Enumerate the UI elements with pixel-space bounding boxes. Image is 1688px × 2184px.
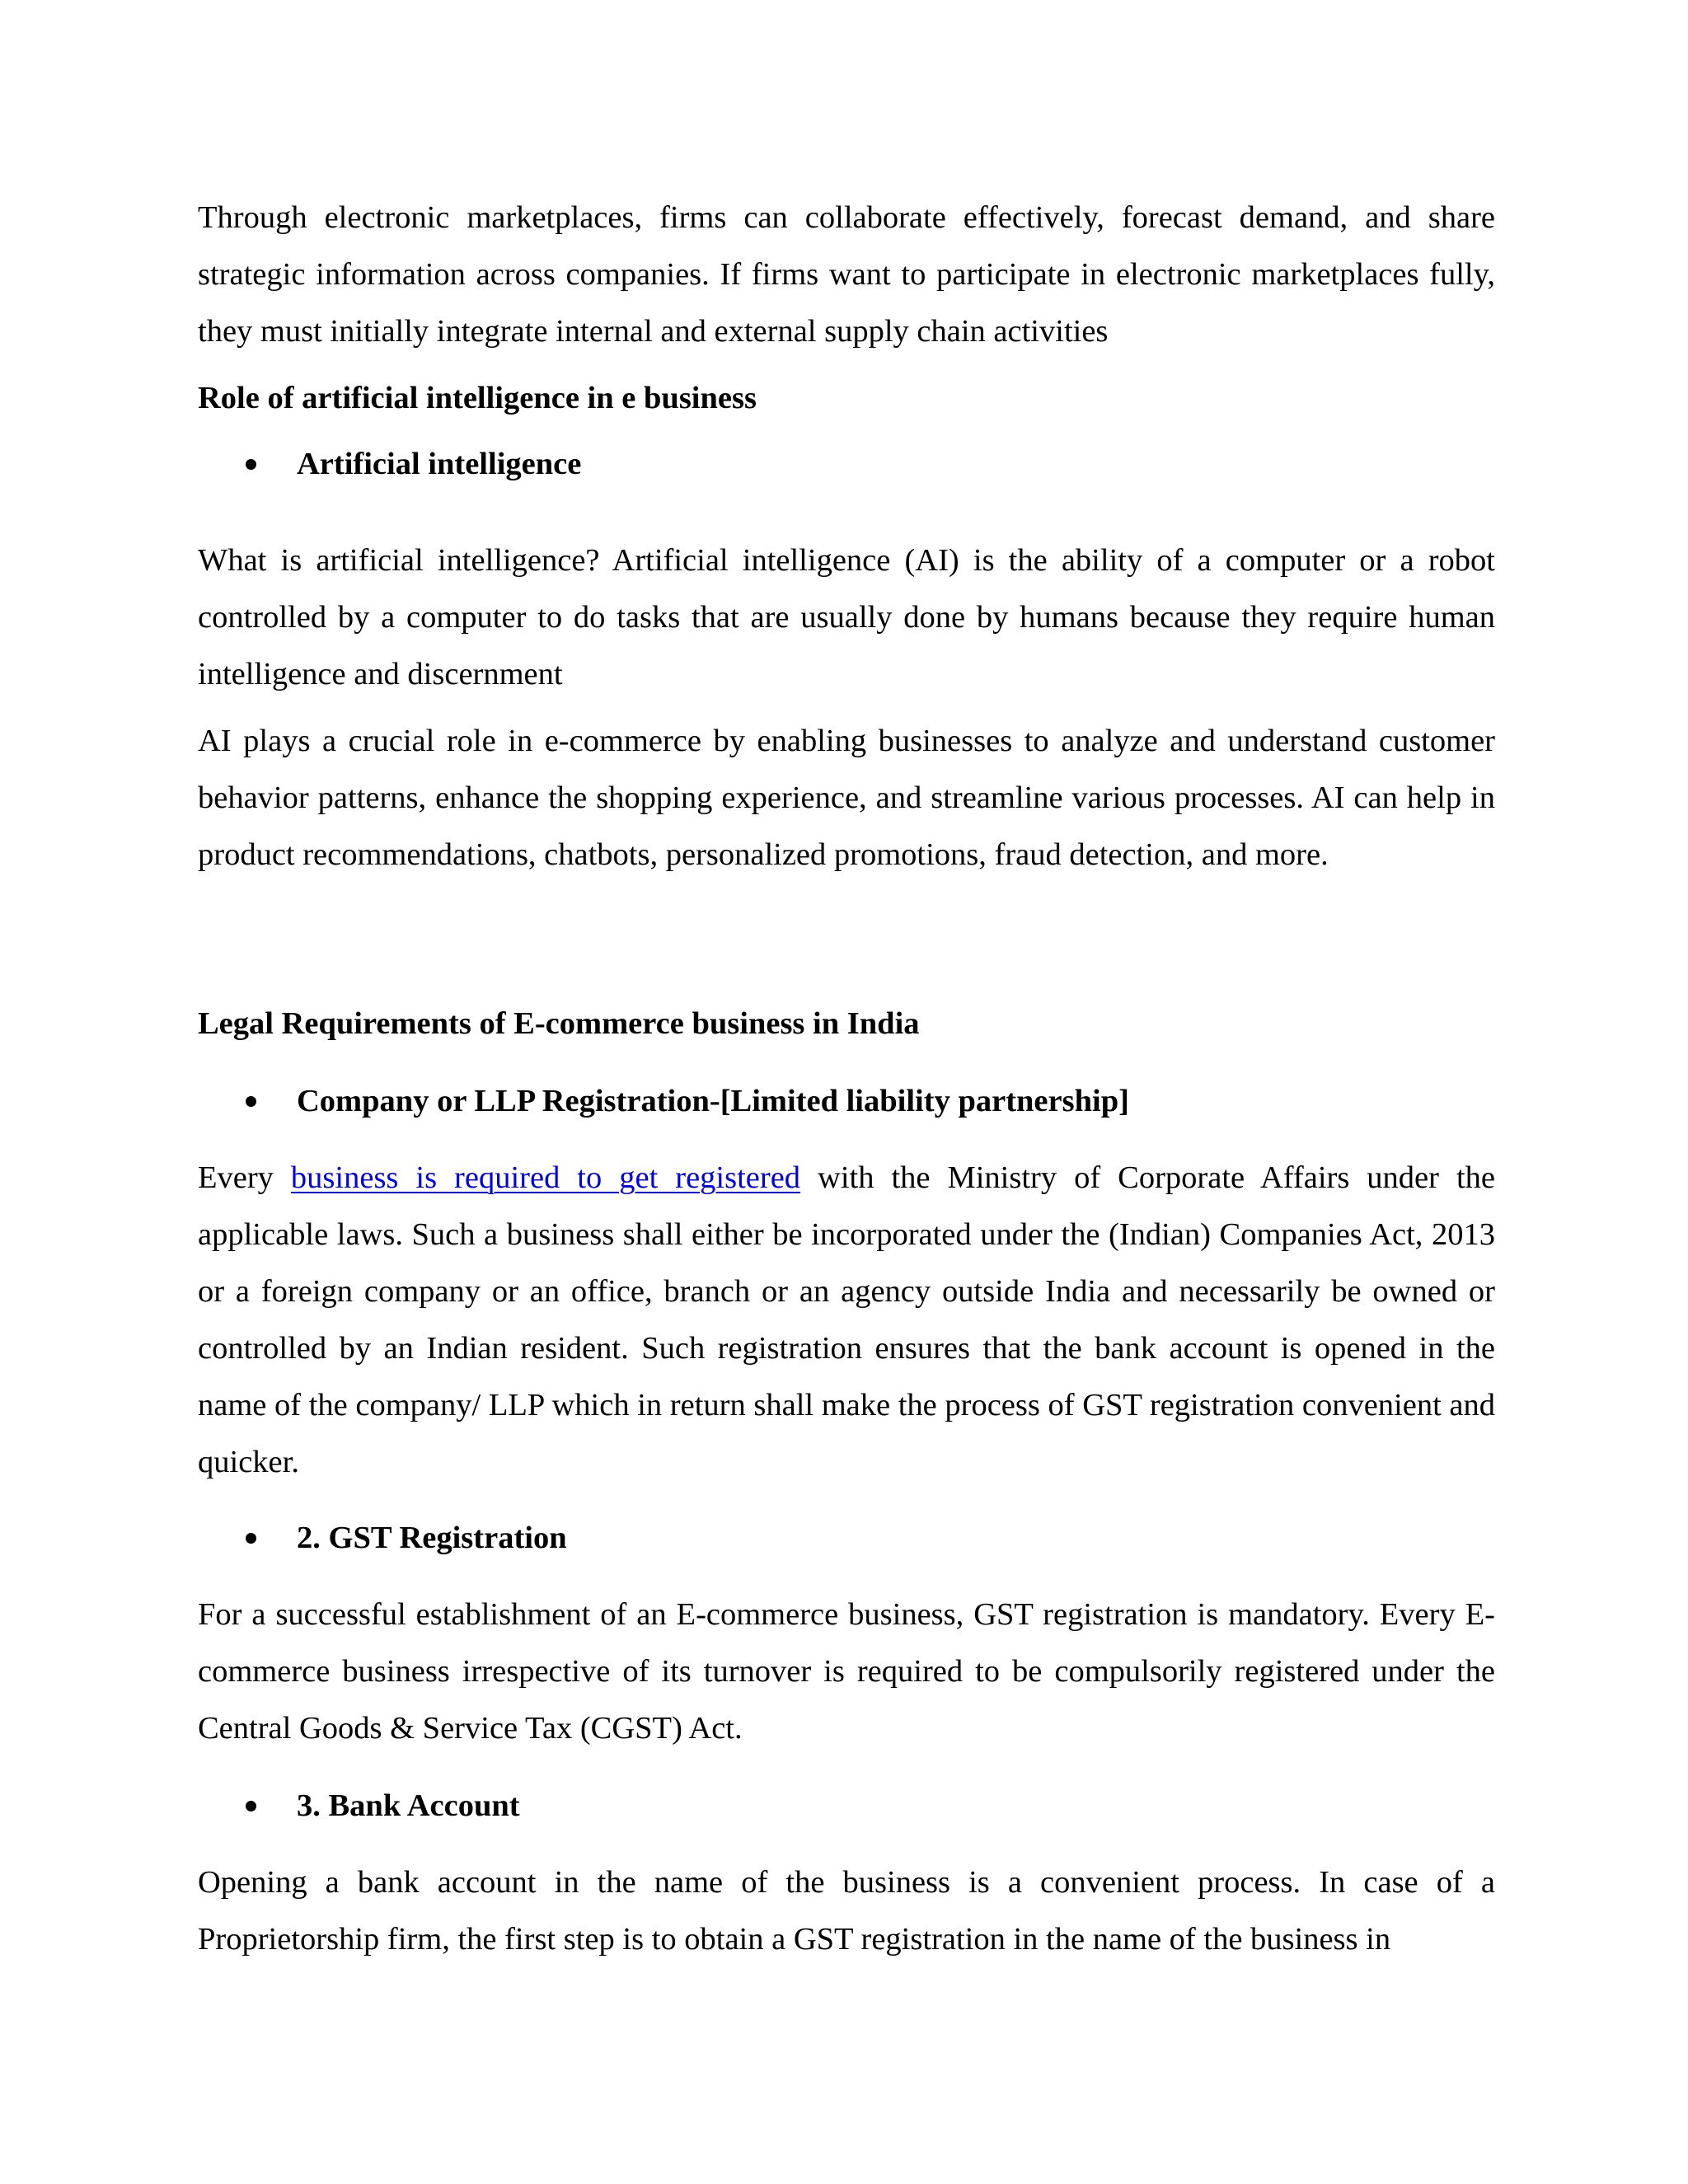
bullet-item-label: Company or LLP Registration-[Limited liability partnership] (297, 1084, 1129, 1118)
bullet-dot-icon (246, 1801, 256, 1811)
registration-text-start: Every (198, 1160, 291, 1195)
bullet-dot-icon (246, 1096, 256, 1107)
registration-text-rest: with the Ministry of Corporate Affairs under the applicable laws. Such a business shall either be incorporated under the (Indian) Companies Act, 2013 or a foreign company or an office, branch or an agency outside India and necessarily be owned or controlled by an Indian resident. Such registration ensures that the bank account is opened in the name of the company/ LLP which in return shall make the process of GST registration convenient and quicker. (198, 1160, 1495, 1479)
intro-paragraph: Through electronic marketplaces, firms can collaborate effectively, forecast demand, and share strategic information across companies. If firms want to participate in electronic marketplaces fully, they must initially integrate internal and external supply chain activities (198, 200, 1495, 349)
gst-paragraph: For a successful establishment of an E-commerce business, GST registration is mandatory. Every E-commerce business irrespective of its turnover is required to be compulsorily registered under the Central Goods & Service Tax (CGST) Act. (198, 1597, 1495, 1746)
legal-section-heading: Legal Requirements of E-commerce business in India (198, 1006, 920, 1041)
bullet-item-label: 3. Bank Account (297, 1788, 520, 1823)
ai-role-paragraph: AI plays a crucial role in e-commerce by enabling businesses to analyze and understand customer behavior patterns, enhance the shopping experience, and streamline various processes. AI can help in product recommendations, chatbots, personalized promotions, fraud detection, and more. (198, 724, 1495, 872)
bank-account-paragraph: Opening a bank account in the name of the business is a convenient process. In case of a Proprietorship firm, the first step is to obtain a GST registration in the name of the business in (198, 1865, 1495, 1957)
bullet-item-label: 2. GST Registration (297, 1521, 567, 1555)
registration-paragraph (198, 1150, 1495, 1491)
registration-link[interactable]: business is required to get registered (290, 1160, 801, 1195)
ai-section-heading: Role of artificial intelligence in e business (198, 381, 757, 415)
bullet-item-label: Artificial intelligence (297, 447, 582, 481)
bullet-dot-icon (246, 1533, 256, 1544)
bullet-dot-icon (246, 459, 256, 470)
ai-definition-paragraph: What is artificial intelligence? Artificial intelligence (AI) is the ability of a computer or a robot controlled by a computer to do tasks that are usually done by humans because they require human intelligence and discernment (198, 543, 1495, 691)
